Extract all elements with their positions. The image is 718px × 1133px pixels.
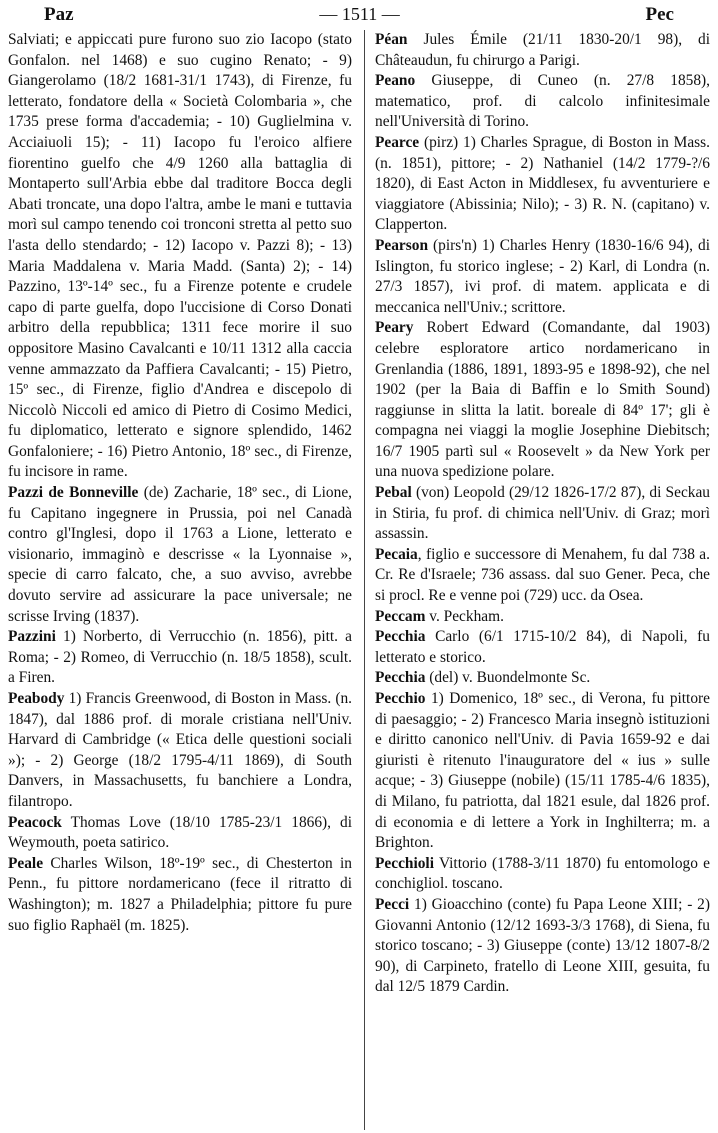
- entry-headword: Peale: [8, 854, 44, 872]
- entry-headword: Pecci: [375, 895, 410, 913]
- entry-headword: Pearson: [375, 236, 429, 254]
- entry-text: Thomas Love (18/10 1785-23/1 1866), di Weymouth, poeta satirico.: [8, 813, 352, 852]
- entry: [375, 236, 710, 318]
- entry-text: v. Peckham.: [425, 607, 504, 625]
- entry-text: 1) Domenico, 18º sec., di Verona, fu pittore di paesaggio; - 2) Francesco Maria insegnò istituzioni e diritto canonico nell'Univ. di Pavia 1659-92 e dai giuristi è ritenuto l'inauguratore del « ius » sulle acque; - 3) Giuseppe (nobile) (15/11 1785-4/6 1835), di Milano, fu patriotta, dal 1821 esule, dal 1826 prof. di economia e di lettere a York in Inghilterra; m. a Brighton.: [375, 690, 710, 852]
- entry-text: 1) Francis Greenwood, di Boston in Mass. (n. 1847), dal 1886 prof. di morale cristiana nell'Univ. Harvard di Cambridge (« Etica delle questioni sociali »); - 2) George (18/2 1795-4/11 1869), di South Danvers, in Massachusetts, fu banchiere a Londra, filantropo.: [8, 690, 352, 810]
- entry-text: Salviati; e appiccati pure furono suo zio Iacopo (stato Gonfalon. nel 1468) e suo cugino Renato; - 9) Giangerolamo (18/2 1681-31/1 1743), di Firenze, fu letterato, fondatore della « Società Colombaria », che 1735 prese forma d'accademia; - 10) Guglielmina v. Acciaiuoli 15); - 11) Iacopo fu l'eroico alfiere fiorentino guelfo che 4/9 1260 alla battaglia di Montaperto sull'Arbia ebbe dal traditore Bocca degli Abati troncate, una dopo l'altra, ambe le mani e tuttavia morì sul campo tenendo coi tronconi stretta al petto suo l'asta dello stendardo; - 12) Iacopo v. Pazzi 8); - 13) Maria Maddalena v. Maria Madd. (Santa) 2); - 14) Pazzino, 13º-14º sec., fu a Firenze potente e crudele capo di parte guelfa, dopo l'uccisione di Corso Donati arbitro della repubblica; 1311 fece morire il suo oppositore Masino Cavalcanti e 10/11 1312 alla caccia venne ammazzato da Paffiera Cavalcanti; - 15) Pietro, 15º sec., di Firenze, figlio d'Andrea e discepolo di Niccolò Niccoli ed amico di Pietro di Cosimo Medici, fu diplomatico, letterato e signore splendido, 1462 Gonfaloniere; - 16) Pietro Antonio, 18º sec., di Firenze, fu incisore in rame.: [8, 31, 352, 481]
- entry-text: Charles Wilson, 18º-19º sec., di Chesterton in Penn., fu pittore nordamericano (fece il ritratto di Washington); m. 1827 a Philadelphia; pittore fu pure suo figlio Raphaël (m. 1825).: [8, 854, 352, 934]
- entry: [375, 71, 710, 133]
- entry-text: Giuseppe, di Cuneo (n. 27/8 1858), matematico, prof. di calcolo infinitesimale nell'Università di Torino.: [375, 72, 710, 131]
- entry-text: 1) Norberto, di Verrucchio (n. 1856), pitt. a Roma; - 2) Romeo, di Verrucchio (n. 18/5 1858), scult. a Firen.: [8, 628, 352, 687]
- entry-headword: Pecchioli: [375, 854, 434, 872]
- entry-text: (von) Leopold (29/12 1826-17/2 87), di Seckau in Stiria, fu prof. di chimica nell'Univ. di Graz; morì assassin.: [375, 484, 710, 543]
- entry-headword: Peacock: [8, 813, 62, 831]
- entry-headword: Pearce: [375, 133, 420, 151]
- entry-headword: Pebal: [375, 484, 412, 502]
- header-left-guide-word: Paz: [44, 4, 74, 25]
- entry-text: (del) v. Buondelmonte Sc.: [425, 669, 591, 687]
- entry-text: (de) Zacharie, 18º sec., di Lione, fu Capitano ingegnere in Prussia, poi nel Canadà contro gl'Inglesi, dopo il 1763 a Lione, letterato e visionario, immaginò e descrisse « la Lyonnaise », specie di carro falcato, che, a suo avviso, avrebbe dovuto servire ad assicurare la pace universale; ne scrisse Irving (1837).: [8, 484, 353, 625]
- entry: [8, 627, 352, 689]
- entry-text: , figlio e successore di Menahem, fu dal 738 a. Cr. Re d'Israele; 736 assass. dal suo Gener. Peca, che si procl. Re e venne poi (729) ucc. da Osea.: [375, 545, 710, 605]
- entry-text: Vittorio (1788-3/11 1870) fu entomologo e conchigliol. toscano.: [375, 854, 710, 893]
- entry-headword: Peary: [375, 319, 414, 337]
- left-column: [8, 30, 354, 1130]
- entry: [375, 689, 710, 854]
- entry-text: (pirs'n) 1) Charles Henry (1830-16/6 94), di Islington, fu storico inglese; - 2) Karl, di Londra (n. 27/3 1857), ivi prof. di matem. applicata e di meccanica nell'Univ.; scrittore.: [375, 236, 710, 316]
- entry-headword: Pazzi de Bonneville: [8, 484, 139, 502]
- entry-headword: Peccam: [375, 607, 426, 625]
- right-column: [364, 30, 710, 1130]
- entry: [8, 30, 352, 483]
- entry-text: (pirz) 1) Charles Sprague, di Boston in Mass. (n. 1851), pittore; - 2) Nathaniel (14/2 1779-?/6 1820), di East Acton in Middlesex, fu avventuriere e viaggiatore (Abissinia; Nilo); - 3) R. N. (capitano) v. Clapperton.: [375, 133, 710, 234]
- entry: [375, 607, 710, 628]
- entry-headword: Peano: [375, 72, 416, 90]
- entry: [375, 30, 710, 71]
- entry-headword: Péan: [375, 31, 408, 48]
- entry-text: Robert Edward (Comandante, dal 1903) celebre esploratore artico nordamericano in Grenlandia (1886, 1891, 1893-95 e 1898-92), che nel 1902 (per la Baia di Baffin e lo Smith Sound) raggiunse in slitta la latit. boreale di 84º 17'; gli è compagna nei viaggi la moglie Josephine Diebitsch; 16/7 1905 partì sul « Roosevelt » da New York per una nuova spedizione polare.: [375, 319, 710, 481]
- page-number: — 1511 —: [319, 4, 400, 24]
- entry: [8, 854, 352, 936]
- entry: [375, 318, 710, 483]
- header-right-guide-word: Pec: [645, 4, 674, 25]
- entry-headword: Pecaia: [375, 545, 418, 563]
- entry: [375, 895, 710, 998]
- entry-text: Jules Émile (21/11 1830-20/1 98), di Châteaudun, fu chirurgo a Parigi.: [375, 31, 710, 69]
- entry-headword: Peabody: [8, 690, 65, 707]
- entry: [375, 668, 710, 689]
- entry-headword: Pecchia: [375, 628, 426, 646]
- entry: [375, 627, 710, 668]
- entry-text: 1) Gioacchino (conte) fu Papa Leone XIII; - 2) Giovanni Antonio (12/12 1693-3/3 1768), di Siena, fu storico toscano; - 3) Giuseppe (conte) 13/12 1807-8/2 90), di Carpineto, fratello di Leone XIII, gesuita, fu dal 12/5 1879 Cardin.: [375, 895, 710, 996]
- entry-text: Carlo (6/1 1715-10/2 84), di Napoli, fu letterato e storico.: [375, 628, 710, 666]
- entry: [8, 483, 352, 627]
- entry: [8, 689, 352, 813]
- entry: [375, 483, 710, 545]
- running-header: [8, 4, 710, 30]
- entry-headword: Pazzini: [8, 628, 56, 646]
- entry: [8, 813, 352, 854]
- entry-headword: Pecchia: [375, 669, 426, 687]
- entry: [375, 133, 710, 236]
- entry: [375, 854, 710, 895]
- entry-headword: Pecchio: [375, 690, 426, 707]
- entry: [375, 545, 710, 607]
- two-column-body: [8, 30, 710, 1130]
